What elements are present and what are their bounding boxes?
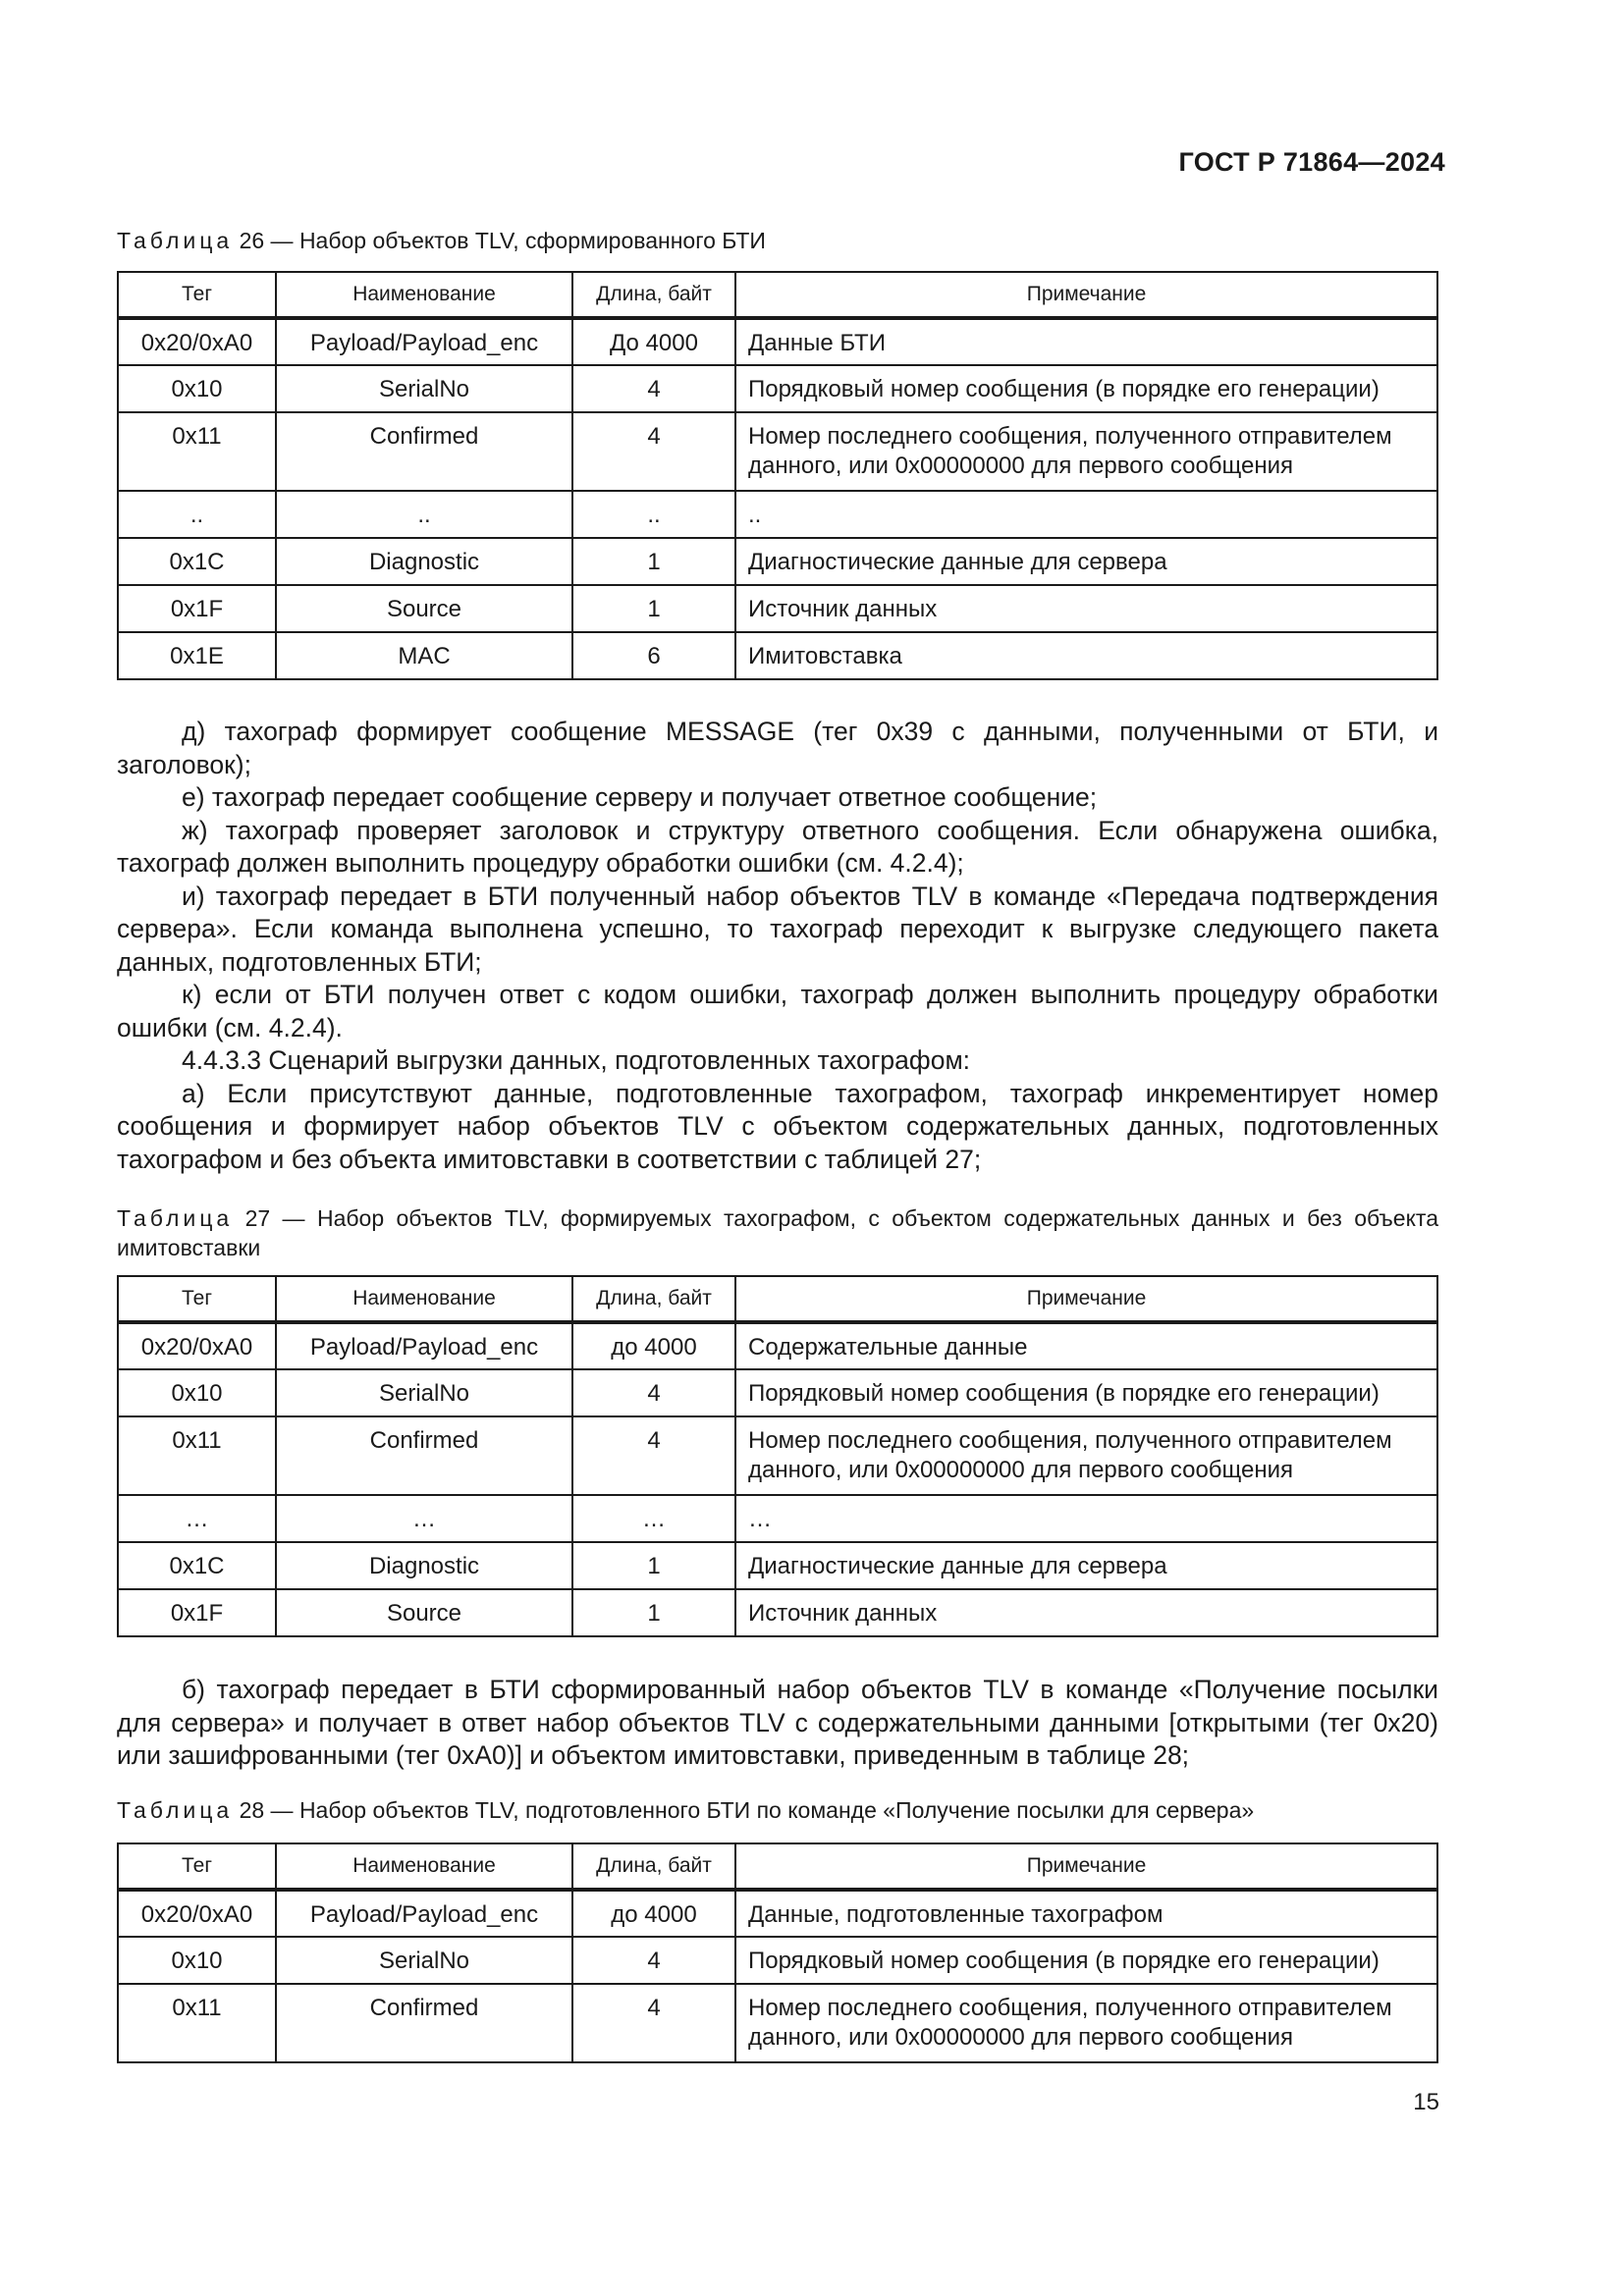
table-cell: .. <box>276 491 572 538</box>
column-header: Примечание <box>735 1276 1437 1322</box>
table-cell: 0x11 <box>118 1984 276 2062</box>
table-cell: 0x11 <box>118 1416 276 1495</box>
table-header-row <box>118 272 1437 318</box>
table-cell: Номер последнего сообщения, полученного отправителем данного, или 0x00000000 для первого сообщения <box>735 1984 1437 2062</box>
paragraph: 4.4.3.3 Сценарий выгрузки данных, подготовленных тахографом: <box>182 1045 971 1075</box>
table-cell: … <box>735 1495 1437 1542</box>
paragraph: а) Если присутствуют данные, подготовленные тахографом, тахограф инкрементирует номер сообщения и формирует набор объектов TLV с объектом содержательных данных, подготовленных тахографом и без объекта имитовставки в соответствии с таблицей 27; <box>117 1078 1438 1174</box>
table-cell: Confirmed <box>276 1984 572 2062</box>
table-cell: 0x1C <box>118 538 276 585</box>
caption-text: 27 — Набор объектов TLV, формируемых тахографом, с объектом содержательных данных и без объекта имитовставки <box>117 1205 1438 1260</box>
table-cell: Порядковый номер сообщения (в порядке его генерации) <box>735 1937 1437 1984</box>
table-cell: Номер последнего сообщения, полученного отправителем данного, или 0x00000000 для первого сообщения <box>735 1416 1437 1495</box>
table-cell: … <box>276 1495 572 1542</box>
table-cell: Диагностические данные для сервера <box>735 538 1437 585</box>
table-cell: 1 <box>572 585 735 632</box>
column-header: Длина, байт <box>572 1843 735 1890</box>
table-cell: .. <box>118 491 276 538</box>
table-row <box>118 1322 1437 1369</box>
table-cell: 0x20/0xA0 <box>118 1322 276 1369</box>
column-header: Тег <box>118 1276 276 1322</box>
table-cell: 1 <box>572 1542 735 1589</box>
table-row <box>118 538 1437 585</box>
table-cell: Источник данных <box>735 585 1437 632</box>
body-text-block-1 <box>117 716 1438 1176</box>
table-row <box>118 1542 1437 1589</box>
table-cell: Данные БТИ <box>735 318 1437 365</box>
paragraph: б) тахограф передает в БТИ сформированный набор объектов TLV в команде «Получение посылки для сервера» и получает в ответ набор объектов TLV с содержательными данными [открытыми (тег 0x20) или зашифрованными (тег 0xA0)] и объектом имитовставки, приведенным в таблице 28; <box>117 1675 1438 1770</box>
body-text-block-2 <box>117 1674 1438 1773</box>
document-code: ГОСТ Р 71864—2024 <box>1178 147 1445 177</box>
table-cell: SerialNo <box>276 365 572 412</box>
caption-text: 28 — Набор объектов TLV, подготовленного БТИ по команде «Получение посылки для сервера» <box>233 1797 1255 1823</box>
caption-prefix: Таблица <box>117 1797 234 1823</box>
table-header-row <box>118 1276 1437 1322</box>
table-cell: 4 <box>572 1369 735 1416</box>
column-header: Примечание <box>735 1843 1437 1890</box>
table-27-caption <box>117 1203 1438 1262</box>
table-row <box>118 1589 1437 1636</box>
table-cell: 1 <box>572 1589 735 1636</box>
table-row <box>118 1369 1437 1416</box>
table-cell: Diagnostic <box>276 1542 572 1589</box>
table-cell: 4 <box>572 365 735 412</box>
table-cell: Содержательные данные <box>735 1322 1437 1369</box>
paragraph: ж) тахограф проверяет заголовок и структуру ответного сообщения. Если обнаружена ошибка, тахограф должен выполнить процедуру обработки ошибки (см. 4.2.4); <box>117 815 1438 878</box>
table-cell: 0x1F <box>118 1589 276 1636</box>
table-cell: 6 <box>572 632 735 679</box>
table-cell: 4 <box>572 412 735 491</box>
table-26-caption <box>117 226 1438 255</box>
table-cell: Имитовставка <box>735 632 1437 679</box>
table-cell: Диагностические данные для сервера <box>735 1542 1437 1589</box>
table-cell: Source <box>276 585 572 632</box>
table-cell: Данные, подготовленные тахографом <box>735 1890 1437 1937</box>
table-cell: 0x1E <box>118 632 276 679</box>
table-row <box>118 585 1437 632</box>
table-cell: до 4000 <box>572 1890 735 1937</box>
table-cell: … <box>572 1495 735 1542</box>
column-header: Тег <box>118 1843 276 1890</box>
table-cell: Payload/Payload_enc <box>276 1322 572 1369</box>
table-row <box>118 491 1437 538</box>
table-cell: Источник данных <box>735 1589 1437 1636</box>
table-cell: до 4000 <box>572 1322 735 1369</box>
table-cell: 0x10 <box>118 1937 276 1984</box>
table-cell: 4 <box>572 1937 735 1984</box>
table-cell: 0x1F <box>118 585 276 632</box>
column-header: Наименование <box>276 272 572 318</box>
table-row <box>118 1495 1437 1542</box>
table-28-caption <box>117 1795 1438 1825</box>
paragraph: и) тахограф передает в БТИ полученный набор объектов TLV в команде «Передача подтверждения сервера». Если команда выполнена успешно, то тахограф переходит к выгрузке следующего пакета данных, подготовленных БТИ; <box>117 881 1438 977</box>
table-cell: 0x1C <box>118 1542 276 1589</box>
caption-prefix: Таблица <box>117 1205 234 1231</box>
table-cell: Payload/Payload_enc <box>276 1890 572 1937</box>
column-header: Примечание <box>735 272 1437 318</box>
table-cell: Номер последнего сообщения, полученного отправителем данного, или 0x00000000 для первого сообщения <box>735 412 1437 491</box>
table-27 <box>117 1275 1438 1637</box>
table-cell: … <box>118 1495 276 1542</box>
column-header: Длина, байт <box>572 272 735 318</box>
table-row <box>118 318 1437 365</box>
column-header: Длина, байт <box>572 1276 735 1322</box>
table-row <box>118 632 1437 679</box>
table-cell: 4 <box>572 1984 735 2062</box>
table-cell: .. <box>735 491 1437 538</box>
column-header: Наименование <box>276 1276 572 1322</box>
table-cell: Порядковый номер сообщения (в порядке его генерации) <box>735 365 1437 412</box>
table-28 <box>117 1842 1438 2063</box>
caption-prefix: Таблица <box>117 228 234 253</box>
table-row <box>118 1890 1437 1937</box>
page-number: 15 <box>1413 2089 1439 2115</box>
column-header: Наименование <box>276 1843 572 1890</box>
table-row <box>118 412 1437 491</box>
table-cell: 4 <box>572 1416 735 1495</box>
table-cell: Confirmed <box>276 412 572 491</box>
table-cell: 0x11 <box>118 412 276 491</box>
table-cell: .. <box>572 491 735 538</box>
paragraph: к) если от БТИ получен ответ с кодом ошибки, тахограф должен выполнить процедуру обработки ошибки (см. 4.2.4). <box>117 980 1438 1042</box>
caption-text: 26 — Набор объектов TLV, сформированного БТИ <box>233 228 766 253</box>
table-cell: Diagnostic <box>276 538 572 585</box>
table-cell: Порядковый номер сообщения (в порядке его генерации) <box>735 1369 1437 1416</box>
table-row <box>118 1416 1437 1495</box>
table-cell: До 4000 <box>572 318 735 365</box>
table-cell: 0x10 <box>118 365 276 412</box>
paragraph: д) тахограф формирует сообщение MESSAGE (тег 0x39 с данными, полученными от БТИ, и заголовок); <box>117 717 1438 779</box>
table-cell: SerialNo <box>276 1369 572 1416</box>
table-row <box>118 1984 1437 2062</box>
table-cell: MAC <box>276 632 572 679</box>
table-cell: Confirmed <box>276 1416 572 1495</box>
table-cell: SerialNo <box>276 1937 572 1984</box>
table-header-row <box>118 1843 1437 1890</box>
table-row <box>118 1937 1437 1984</box>
table-cell: Payload/Payload_enc <box>276 318 572 365</box>
table-26 <box>117 271 1438 680</box>
table-cell: 0x20/0xA0 <box>118 318 276 365</box>
table-cell: 0x20/0xA0 <box>118 1890 276 1937</box>
table-cell: 1 <box>572 538 735 585</box>
table-cell: Source <box>276 1589 572 1636</box>
table-row <box>118 365 1437 412</box>
table-cell: 0x10 <box>118 1369 276 1416</box>
paragraph: е) тахограф передает сообщение серверу и получает ответное сообщение; <box>182 782 1098 812</box>
column-header: Тег <box>118 272 276 318</box>
